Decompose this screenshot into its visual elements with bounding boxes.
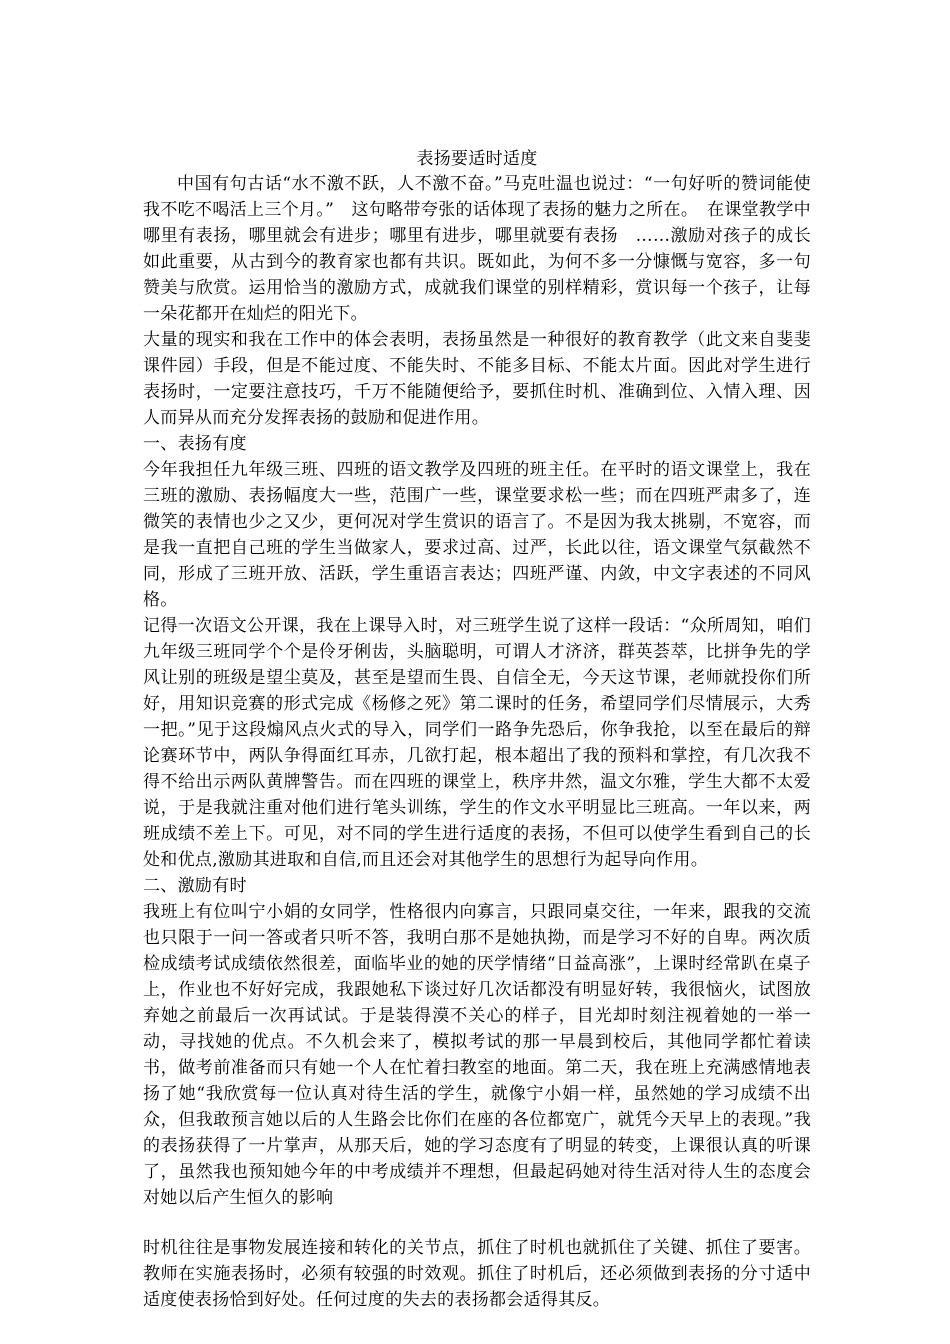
section-1-paragraph-1: 今年我担任九年级三班、四班的语文教学及四班的班主任。在平时的语文课堂上，我在三班的激励、表扬幅度大一些，范围广一些，课堂要求松一些；而在四班严肃多了，连微笑的表情也少之又少，更何况对学生赏识的语言了。不是因为我太挑剔，不宽容，而是我一直把自己班的学生当做家人，要求过高、过严，长此以往，语文课堂气氛截然不同，形成了三班开放、活跃，学生重语言表达；四班严谨、内敛，中文字表述的不同风格。 [143, 460, 811, 610]
section-1-paragraph-2: 记得一次语文公开课，我在上课导入时，对三班学生说了这样一段话：“众所周知，咱们九年级三班同学个个是伶牙俐齿，头脑聪明，可谓人才济济，群英荟萃，比拼争先的学风让别的班级是望尘莫及，甚至是望而生畏、自信全无，今天这节课，老师就投你们所好，用知识竞赛的形式完成《杨修之死》第二课时的任务，希望同学们尽情展示，大秀一把。”见于这段煽风点火式的导入，同学们一路争先恐后，你争我抢，以至在最后的辩论赛环节中，两队争得面红耳赤，几欲打起，根本超出了我的预料和掌控，有几次我不得不给出示两队黄牌警告。而在四班的课堂上，秩序井然，温文尔雅，学生大都不太爱说，于是我就注重对他们进行笔头训练，学生的作文水平明显比三班高。一年以来，两班成绩不差上下。可见，对不同的学生进行适度的表扬，不但可以使学生看到自己的长处和优点,激励其进取和自信,而且还会对其他学生的思想行为起导向作用。 [143, 616, 811, 870]
paragraph-2: 大量的现实和我在工作中的体会表明，表扬虽然是一种很好的教育教学（此文来自斐斐课件园）手段，但是不能过度、不能失时、不能多目标、不能太片面。因此对学生进行表扬时，一定要注意技巧，千万不能随便给予，要抓住时机、准确到位、入情入理、因人而异从而充分发挥表扬的鼓励和促进作用。 [143, 330, 811, 428]
intro-paragraph: 中国有句古话“水不激不跃，人不激不奋。”马克吐温也说过：“一句好听的赞词能使我不吃不喝活上三个月。” 这句略带夸张的话体现了表扬的魅力之所在。 在课堂教学中哪里有表扬，哪里就会有进步；哪里有进步，哪里就要有表扬 ……激励对孩子的成长如此重要，从古到今的教育家也都有共识。既如此，为何不多一分慷慨与宽容，多一句赞美与欣赏。运用恰当的激励方式，成就我们课堂的别样精彩，赏识每一个孩子，让每一朵花都开在灿烂的阳光下。 [143, 174, 811, 324]
document-body [143, 147, 811, 1313]
paragraph-gap [143, 1211, 811, 1235]
section-2-heading: 二、激励有时 [143, 876, 247, 896]
section-2-paragraph-2: 时机往往是事物发展连接和转化的关节点，抓住了时机也就抓住了关键、抓住了要害。教师在实施表扬时，必须有较强的时效观。抓住了时机后，还必须做到表扬的分寸适中适度使表扬恰到好处。任何过度的失去的表扬都会适得其反。 [143, 1238, 811, 1310]
section-2-paragraph-1: 我班上有位叫宁小娟的女同学，性格很内向寡言，只跟同桌交往，一年来，跟我的交流也只限于一问一答或者只听不答，我明白那不是她执拗，而是学习不好的自卑。两次质检成绩考试成绩依然很差，面临毕业的她的厌学情绪“日益高涨”，上课时经常趴在桌子上，作业也不好好完成，我跟她私下谈过好几次话都没有明显好转，我很恼火，试图放弃她之前最后一次再试试。于是装得漠不关心的样子，目光却时刻注视着她的一举一动，寻找她的优点。不久机会来了，模拟考试的那一早晨到校后，其他同学都忙着读书，做考前准备而只有她一个人在忙着扫教室的地面。第二天，我在班上充满感情地表扬了她“我欣赏每一位认真对待生活的学生，就像宁小娟一样，虽然她的学习成绩不出众，但我敢预言她以后的人生路会比你们在座的各位都宽广，就凭今天早上的表现。”我的表扬获得了一片掌声，从那天后，她的学习态度有了明显的转变，上课很认真的听课了，虽然我也预知她今年的中考成绩并不理想，但最起码她对待生活对待人生的态度会对她以后产生恒久的影响 [143, 902, 811, 1208]
section-1-heading: 一、表扬有度 [143, 434, 247, 454]
document-title: 表扬要适时适度 [416, 149, 538, 169]
